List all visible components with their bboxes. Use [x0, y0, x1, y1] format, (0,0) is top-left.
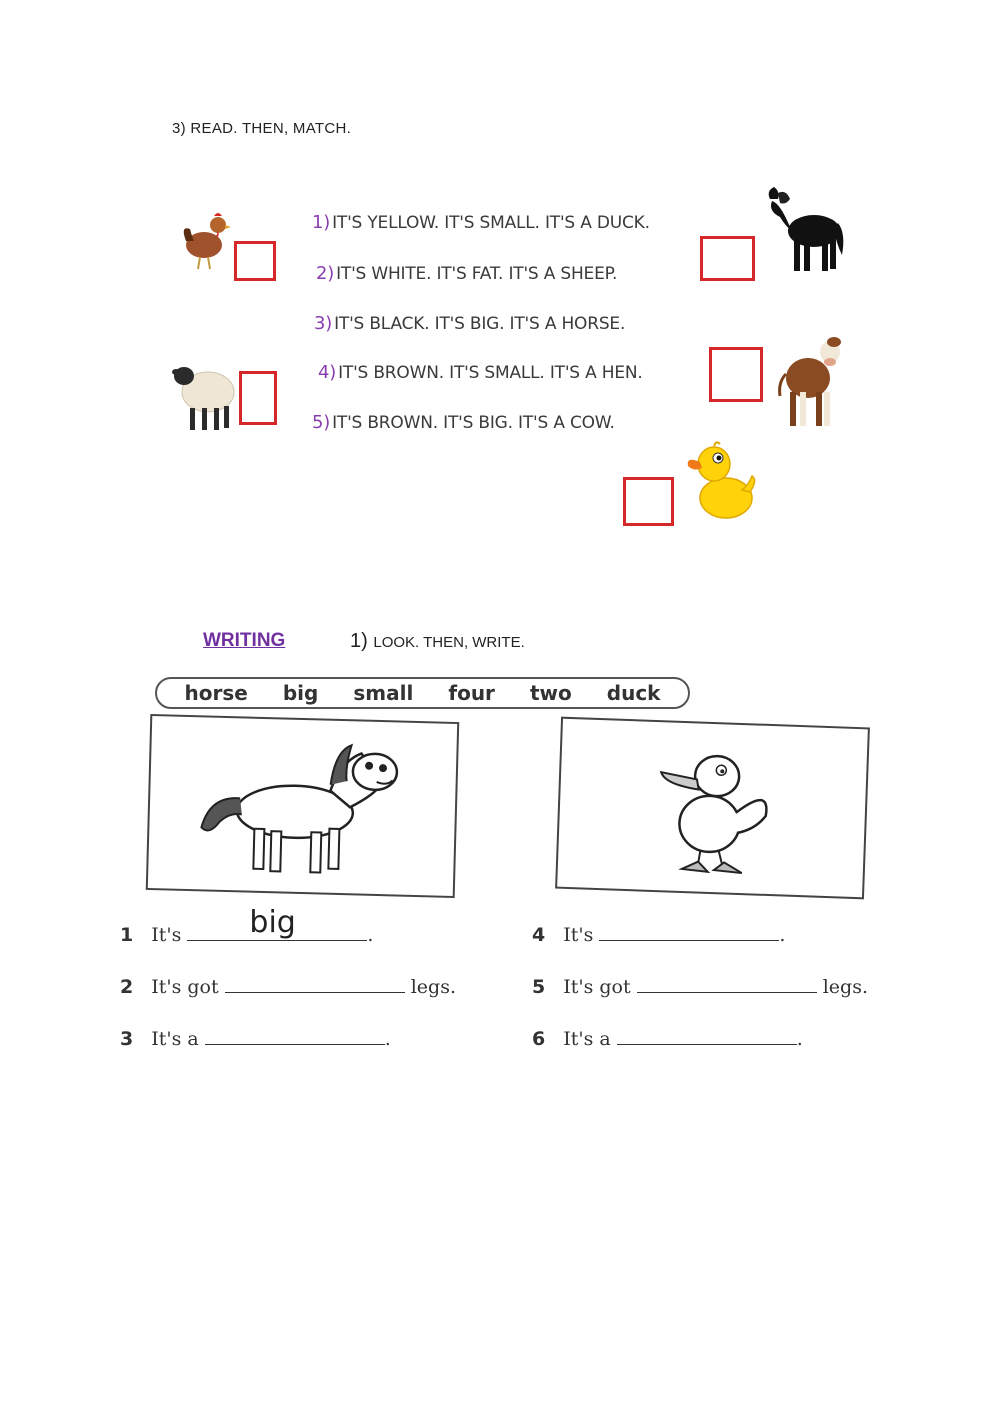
word-bank-item: two: [529, 681, 572, 705]
word-bank-item: big: [282, 681, 319, 705]
sentence-text: IT'S WHITE. IT'S FAT. IT'S A SHEEP.: [336, 264, 618, 284]
answer-box-duck[interactable]: [623, 477, 674, 526]
question-number: 6: [532, 1028, 546, 1050]
duck-picture-frame: [555, 717, 870, 900]
match-sentence-3: [314, 313, 625, 334]
question-4: [532, 922, 785, 946]
sentence-text: IT'S BROWN. IT'S BIG. IT'S A COW.: [332, 413, 615, 433]
match-sentence-4: [318, 362, 643, 383]
question-number: 5: [532, 976, 546, 998]
answer-box-cow[interactable]: [709, 347, 763, 402]
question-suffix: .: [796, 1028, 803, 1050]
match-sentence-2: [316, 263, 617, 284]
word-bank-item: horse: [184, 681, 248, 705]
question-number: 2: [120, 976, 134, 998]
instruction-text: LOOK. THEN, WRITE.: [373, 634, 525, 651]
question-suffix: .: [384, 1028, 391, 1050]
question-number: 4: [532, 924, 546, 946]
question-prompt: It's got: [151, 976, 219, 998]
question-2: [120, 974, 456, 998]
question-3: [120, 1026, 391, 1050]
answer-box-sheep[interactable]: [239, 371, 277, 425]
answer-box-horse[interactable]: [700, 236, 755, 281]
question-suffix: .: [779, 924, 786, 946]
duck-cartoon-icon: [557, 719, 868, 898]
horse-picture-frame: [146, 714, 460, 898]
word-bank: [155, 677, 690, 709]
sentence-number: 2): [316, 263, 335, 284]
answer-line-2[interactable]: [225, 974, 405, 993]
sentence-number: 5): [312, 412, 331, 433]
question-number: 1: [120, 924, 134, 946]
match-sentence-1: [312, 212, 650, 233]
sentence-number: 3): [314, 313, 333, 334]
section-3-instruction: 3) READ. THEN, MATCH.: [172, 120, 352, 137]
sentence-text: IT'S YELLOW. IT'S SMALL. IT'S A DUCK.: [332, 213, 650, 233]
word-bank-item: duck: [606, 681, 661, 705]
question-6: [532, 1026, 803, 1050]
duck-icon: [684, 436, 756, 522]
answer-line-5[interactable]: [637, 974, 817, 993]
question-prompt: It's got: [563, 976, 631, 998]
sentence-number: 1): [312, 212, 331, 233]
sentence-number: 4): [318, 362, 337, 383]
word-bank-item: four: [448, 681, 495, 705]
answer-line-1[interactable]: [187, 905, 367, 941]
question-number: 3: [120, 1028, 134, 1050]
sheep-icon: [170, 358, 240, 434]
answer-line-6[interactable]: [617, 1026, 797, 1045]
horse-icon: [764, 183, 846, 277]
hen-icon: [178, 205, 234, 273]
match-sentence-5: [312, 412, 615, 433]
question-prompt: It's: [563, 924, 594, 946]
question-suffix: legs.: [410, 976, 456, 998]
question-prompt: It's: [151, 924, 182, 946]
cow-icon: [764, 334, 846, 432]
question-1: [120, 905, 374, 946]
writing-title: WRITING: [203, 630, 286, 651]
question-prompt: It's a: [563, 1028, 611, 1050]
answer-box-hen[interactable]: [234, 241, 276, 281]
answer-line-3[interactable]: [205, 1026, 385, 1045]
question-suffix: .: [367, 924, 374, 946]
question-prompt: It's a: [151, 1028, 199, 1050]
sentence-text: IT'S BLACK. IT'S BIG. IT'S A HORSE.: [334, 314, 626, 334]
word-bank-item: small: [353, 681, 414, 705]
handwritten-answer: big: [249, 905, 296, 940]
question-5: [532, 974, 868, 998]
sentence-text: IT'S BROWN. IT'S SMALL. IT'S A HEN.: [338, 363, 643, 383]
writing-instruction: [350, 630, 525, 653]
question-suffix: legs.: [822, 976, 868, 998]
horse-cartoon-icon: [148, 716, 457, 896]
instruction-number: 1): [350, 630, 368, 652]
answer-line-4[interactable]: [599, 922, 779, 941]
